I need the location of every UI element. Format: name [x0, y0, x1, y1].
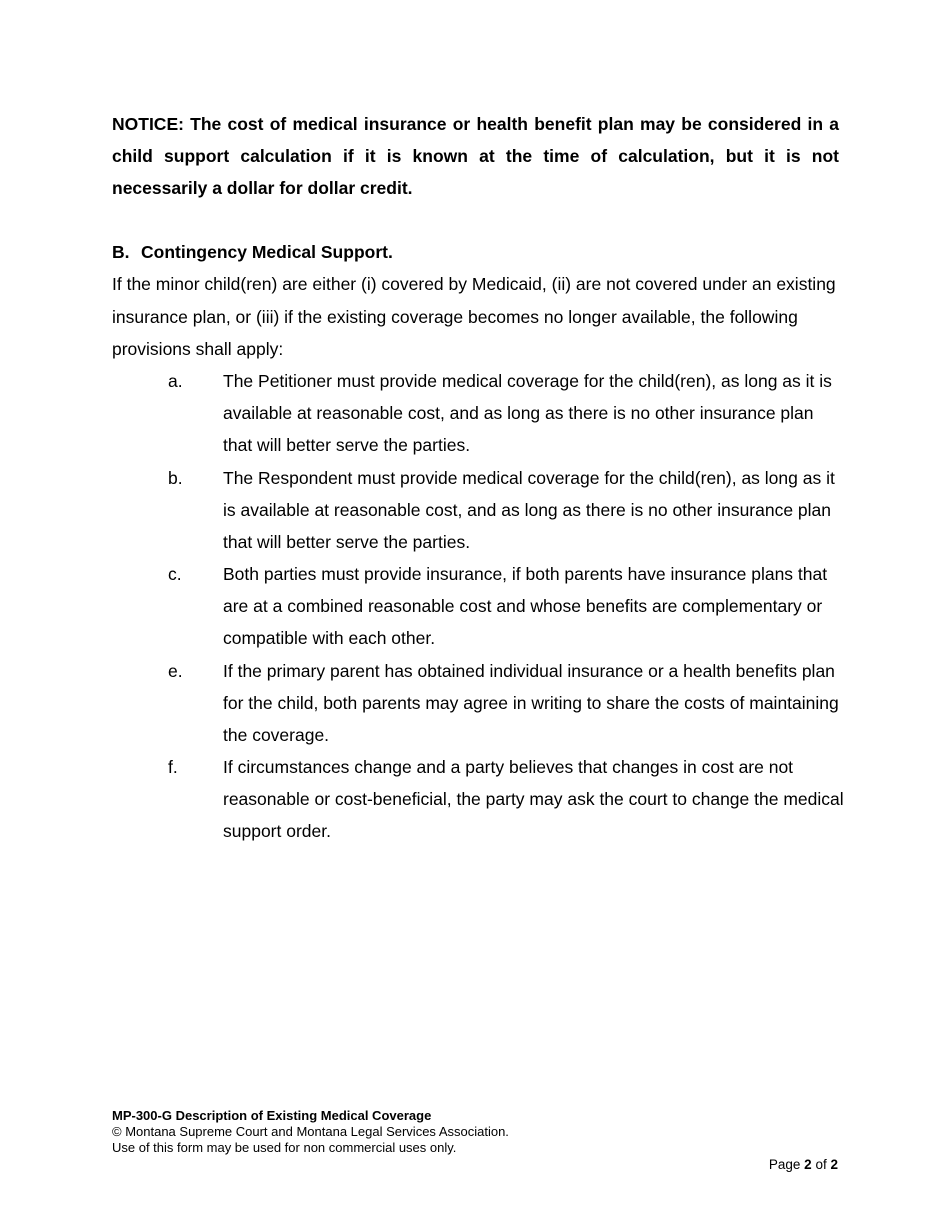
page-number-prefix: Page: [768, 1157, 801, 1172]
provision-marker: f.: [168, 757, 178, 777]
footer-form-title: MP-300-G Description of Existing Medical Coverage: [112, 1108, 432, 1123]
page-number: [769, 1157, 838, 1173]
footer-copyright: © Montana Supreme Court and Montana Legal Services Association.: [112, 1124, 509, 1139]
provision-item-c: [112, 558, 847, 654]
provision-marker: a.: [168, 371, 183, 391]
provision-item-f: [112, 751, 847, 847]
page-number-current: 2: [804, 1157, 812, 1172]
section-title: Contingency Medical Support.: [141, 242, 393, 262]
notice-paragraph: NOTICE: The cost of medical insurance or health benefit plan may be considered in a child support calculation if it is known at the time of calculation, but it is not necessarily a dollar for dollar credit.: [112, 114, 839, 198]
section-heading: [112, 236, 393, 268]
provision-text: The Petitioner must provide medical coverage for the child(ren), as long as it is available at reasonable cost, and as long as there is no other insurance plan that will better serve the parties.: [223, 371, 832, 455]
provision-text: If circumstances change and a party believes that changes in cost are not reasonable or cost-beneficial, the party may ask the court to change the medical support order.: [223, 757, 844, 841]
page-number-total: 2: [830, 1157, 838, 1172]
provision-text: If the primary parent has obtained individual insurance or a health benefits plan for the child, both parents may agree in writing to share the costs of maintaining the coverage.: [223, 660, 839, 745]
provision-item-b: [112, 462, 847, 558]
provision-marker: b.: [168, 467, 183, 488]
provision-marker: c.: [168, 564, 182, 584]
provision-item-e: [112, 655, 847, 751]
page-number-separator: of: [815, 1157, 827, 1172]
section-intro: If the minor child(ren) are either (i) covered by Medicaid, (ii) are not covered under an existing insurance plan, or (iii) if the existing coverage becomes no longer available, the following provisions shall apply:: [112, 274, 836, 359]
provision-text: The Respondent must provide medical coverage for the child(ren), as long as it is available at reasonable cost, and as long as there is no other insurance plan that will better serve the parties.: [223, 467, 835, 552]
footer-usage-note: Use of this form may be used for non commercial uses only.: [112, 1140, 457, 1155]
provision-item-a: [112, 365, 847, 461]
provision-text: Both parties must provide insurance, if both parents have insurance plans that are at a combined reasonable cost and whose benefits are complementary or compatible with each other.: [223, 564, 828, 648]
section-letter: B.: [112, 242, 130, 262]
page-footer: [112, 1108, 509, 1156]
provisions-list: [112, 365, 847, 848]
provision-marker: e.: [168, 660, 183, 681]
